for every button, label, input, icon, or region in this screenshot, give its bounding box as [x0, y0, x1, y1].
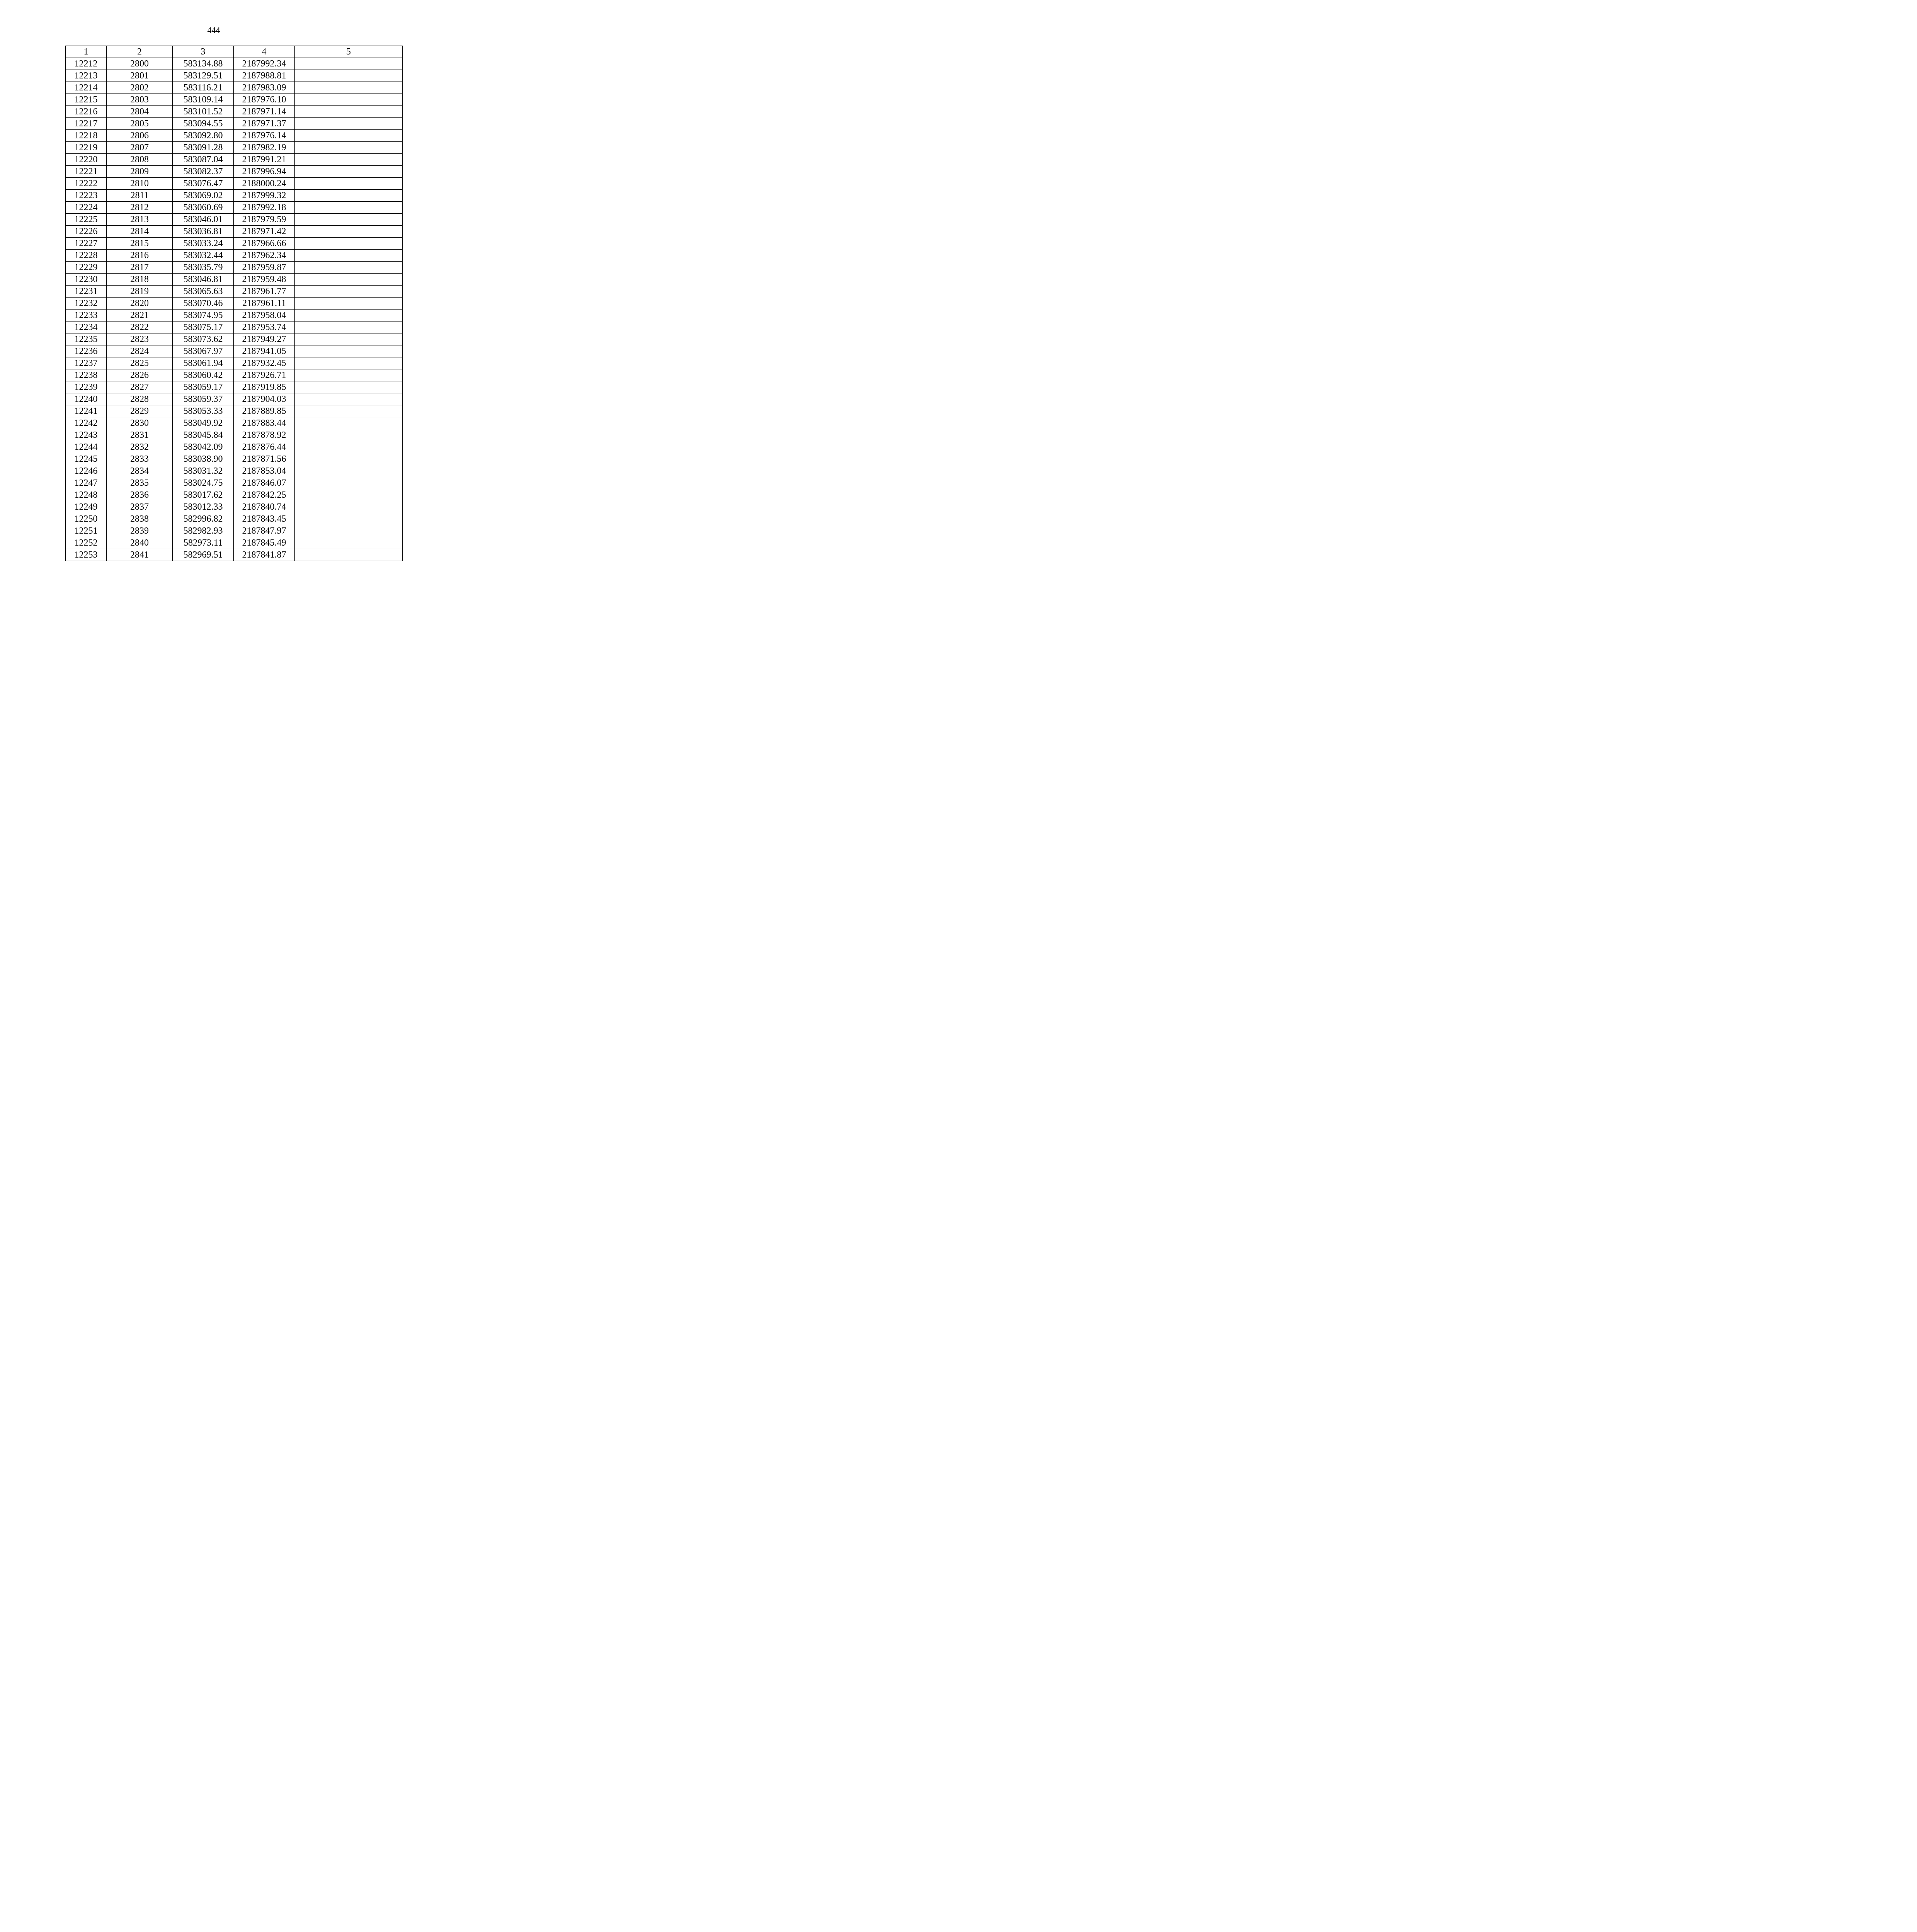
- point-number-cell: 2834: [107, 465, 173, 477]
- point-number-cell: 2809: [107, 166, 173, 178]
- x-coordinate-cell: 583053.33: [173, 405, 234, 417]
- x-coordinate-cell: 583101.52: [173, 106, 234, 118]
- table-row: [66, 142, 403, 154]
- table-row: [66, 441, 403, 453]
- y-coordinate-cell: 2187958.04: [234, 310, 295, 321]
- y-coordinate-cell: 2187971.42: [234, 226, 295, 238]
- note-cell: [295, 298, 403, 310]
- row-number-cell: 12252: [66, 537, 107, 549]
- table-row: [66, 465, 403, 477]
- column-header-3: 3: [173, 46, 234, 58]
- table-row: [66, 310, 403, 321]
- table-row: [66, 154, 403, 166]
- x-coordinate-cell: 583038.90: [173, 453, 234, 465]
- x-coordinate-cell: 583087.04: [173, 154, 234, 166]
- coordinates-table: [65, 46, 403, 561]
- note-cell: [295, 429, 403, 441]
- x-coordinate-cell: 583076.47: [173, 178, 234, 190]
- y-coordinate-cell: 2187919.85: [234, 381, 295, 393]
- y-coordinate-cell: 2187953.74: [234, 321, 295, 333]
- note-cell: [295, 154, 403, 166]
- y-coordinate-cell: 2187853.04: [234, 465, 295, 477]
- row-number-cell: 12231: [66, 286, 107, 298]
- x-coordinate-cell: 583116.21: [173, 82, 234, 94]
- note-cell: [295, 513, 403, 525]
- row-number-cell: 12226: [66, 226, 107, 238]
- x-coordinate-cell: 583075.17: [173, 321, 234, 333]
- table-row: [66, 298, 403, 310]
- table-header-row: [66, 46, 403, 58]
- note-cell: [295, 525, 403, 537]
- x-coordinate-cell: 583045.84: [173, 429, 234, 441]
- note-cell: [295, 321, 403, 333]
- note-cell: [295, 310, 403, 321]
- table-row: [66, 369, 403, 381]
- note-cell: [295, 417, 403, 429]
- note-cell: [295, 465, 403, 477]
- note-cell: [295, 250, 403, 262]
- x-coordinate-cell: 582982.93: [173, 525, 234, 537]
- table-row: [66, 82, 403, 94]
- x-coordinate-cell: 583049.92: [173, 417, 234, 429]
- table-body: [66, 58, 403, 561]
- x-coordinate-cell: 583031.32: [173, 465, 234, 477]
- table-row: [66, 106, 403, 118]
- x-coordinate-cell: 583046.01: [173, 214, 234, 226]
- point-number-cell: 2800: [107, 58, 173, 70]
- point-number-cell: 2813: [107, 214, 173, 226]
- point-number-cell: 2815: [107, 238, 173, 250]
- note-cell: [295, 489, 403, 501]
- row-number-cell: 12221: [66, 166, 107, 178]
- table-row: [66, 58, 403, 70]
- y-coordinate-cell: 2187976.14: [234, 130, 295, 142]
- row-number-cell: 12217: [66, 118, 107, 130]
- y-coordinate-cell: 2187847.97: [234, 525, 295, 537]
- y-coordinate-cell: 2187961.77: [234, 286, 295, 298]
- y-coordinate-cell: 2187996.94: [234, 166, 295, 178]
- note-cell: [295, 345, 403, 357]
- table-row: [66, 190, 403, 202]
- note-cell: [295, 70, 403, 82]
- point-number-cell: 2839: [107, 525, 173, 537]
- row-number-cell: 12219: [66, 142, 107, 154]
- y-coordinate-cell: 2187926.71: [234, 369, 295, 381]
- table-row: [66, 345, 403, 357]
- row-number-cell: 12228: [66, 250, 107, 262]
- point-number-cell: 2823: [107, 333, 173, 345]
- x-coordinate-cell: 583091.28: [173, 142, 234, 154]
- table-row: [66, 393, 403, 405]
- row-number-cell: 12224: [66, 202, 107, 214]
- table-row: [66, 429, 403, 441]
- y-coordinate-cell: 2187962.34: [234, 250, 295, 262]
- row-number-cell: 12247: [66, 477, 107, 489]
- x-coordinate-cell: 583024.75: [173, 477, 234, 489]
- point-number-cell: 2824: [107, 345, 173, 357]
- x-coordinate-cell: 583059.37: [173, 393, 234, 405]
- table-row: [66, 513, 403, 525]
- table-row: [66, 202, 403, 214]
- point-number-cell: 2806: [107, 130, 173, 142]
- row-number-cell: 12232: [66, 298, 107, 310]
- row-number-cell: 12215: [66, 94, 107, 106]
- y-coordinate-cell: 2187843.45: [234, 513, 295, 525]
- note-cell: [295, 333, 403, 345]
- table-row: [66, 549, 403, 561]
- row-number-cell: 12213: [66, 70, 107, 82]
- x-coordinate-cell: 582996.82: [173, 513, 234, 525]
- row-number-cell: 12229: [66, 262, 107, 274]
- row-number-cell: 12225: [66, 214, 107, 226]
- table-row: [66, 94, 403, 106]
- x-coordinate-cell: 583012.33: [173, 501, 234, 513]
- x-coordinate-cell: 583042.09: [173, 441, 234, 453]
- row-number-cell: 12237: [66, 357, 107, 369]
- note-cell: [295, 214, 403, 226]
- note-cell: [295, 130, 403, 142]
- row-number-cell: 12240: [66, 393, 107, 405]
- x-coordinate-cell: 583109.14: [173, 94, 234, 106]
- point-number-cell: 2812: [107, 202, 173, 214]
- x-coordinate-cell: 583065.63: [173, 286, 234, 298]
- point-number-cell: 2841: [107, 549, 173, 561]
- x-coordinate-cell: 583067.97: [173, 345, 234, 357]
- note-cell: [295, 238, 403, 250]
- row-number-cell: 12238: [66, 369, 107, 381]
- note-cell: [295, 393, 403, 405]
- x-coordinate-cell: 583061.94: [173, 357, 234, 369]
- table-row: [66, 70, 403, 82]
- row-number-cell: 12212: [66, 58, 107, 70]
- table-row: [66, 250, 403, 262]
- x-coordinate-cell: 583073.62: [173, 333, 234, 345]
- y-coordinate-cell: 2188000.24: [234, 178, 295, 190]
- page-number: 444: [207, 25, 220, 35]
- row-number-cell: 12250: [66, 513, 107, 525]
- table-row: [66, 321, 403, 333]
- x-coordinate-cell: 583046.81: [173, 274, 234, 286]
- row-number-cell: 12234: [66, 321, 107, 333]
- column-header-2: 2: [107, 46, 173, 58]
- x-coordinate-cell: 583092.80: [173, 130, 234, 142]
- x-coordinate-cell: 583059.17: [173, 381, 234, 393]
- y-coordinate-cell: 2187840.74: [234, 501, 295, 513]
- x-coordinate-cell: 583033.24: [173, 238, 234, 250]
- note-cell: [295, 190, 403, 202]
- row-number-cell: 12243: [66, 429, 107, 441]
- y-coordinate-cell: 2187842.25: [234, 489, 295, 501]
- x-coordinate-cell: 583032.44: [173, 250, 234, 262]
- table-row: [66, 286, 403, 298]
- table-row: [66, 525, 403, 537]
- y-coordinate-cell: 2187959.87: [234, 262, 295, 274]
- y-coordinate-cell: 2187889.85: [234, 405, 295, 417]
- row-number-cell: 12236: [66, 345, 107, 357]
- note-cell: [295, 537, 403, 549]
- point-number-cell: 2833: [107, 453, 173, 465]
- row-number-cell: 12235: [66, 333, 107, 345]
- y-coordinate-cell: 2187871.56: [234, 453, 295, 465]
- table-row: [66, 130, 403, 142]
- point-number-cell: 2817: [107, 262, 173, 274]
- y-coordinate-cell: 2187983.09: [234, 82, 295, 94]
- y-coordinate-cell: 2187841.87: [234, 549, 295, 561]
- note-cell: [295, 118, 403, 130]
- point-number-cell: 2826: [107, 369, 173, 381]
- row-number-cell: 12246: [66, 465, 107, 477]
- point-number-cell: 2825: [107, 357, 173, 369]
- note-cell: [295, 369, 403, 381]
- row-number-cell: 12249: [66, 501, 107, 513]
- note-cell: [295, 286, 403, 298]
- note-cell: [295, 357, 403, 369]
- x-coordinate-cell: 583017.62: [173, 489, 234, 501]
- y-coordinate-cell: 2187961.11: [234, 298, 295, 310]
- note-cell: [295, 106, 403, 118]
- table-row: [66, 477, 403, 489]
- y-coordinate-cell: 2187932.45: [234, 357, 295, 369]
- y-coordinate-cell: 2187991.21: [234, 154, 295, 166]
- row-number-cell: 12218: [66, 130, 107, 142]
- row-number-cell: 12233: [66, 310, 107, 321]
- point-number-cell: 2814: [107, 226, 173, 238]
- row-number-cell: 12248: [66, 489, 107, 501]
- point-number-cell: 2804: [107, 106, 173, 118]
- note-cell: [295, 549, 403, 561]
- point-number-cell: 2822: [107, 321, 173, 333]
- x-coordinate-cell: 583082.37: [173, 166, 234, 178]
- note-cell: [295, 405, 403, 417]
- table-row: [66, 214, 403, 226]
- y-coordinate-cell: 2187941.05: [234, 345, 295, 357]
- x-coordinate-cell: 583060.69: [173, 202, 234, 214]
- y-coordinate-cell: 2187904.03: [234, 393, 295, 405]
- row-number-cell: 12239: [66, 381, 107, 393]
- note-cell: [295, 58, 403, 70]
- note-cell: [295, 501, 403, 513]
- point-number-cell: 2821: [107, 310, 173, 321]
- y-coordinate-cell: 2187883.44: [234, 417, 295, 429]
- y-coordinate-cell: 2187966.66: [234, 238, 295, 250]
- point-number-cell: 2807: [107, 142, 173, 154]
- row-number-cell: 12253: [66, 549, 107, 561]
- y-coordinate-cell: 2187846.07: [234, 477, 295, 489]
- note-cell: [295, 82, 403, 94]
- y-coordinate-cell: 2187949.27: [234, 333, 295, 345]
- y-coordinate-cell: 2187971.37: [234, 118, 295, 130]
- x-coordinate-cell: 582973.11: [173, 537, 234, 549]
- table-row: [66, 238, 403, 250]
- y-coordinate-cell: 2187988.81: [234, 70, 295, 82]
- note-cell: [295, 477, 403, 489]
- x-coordinate-cell: 583036.81: [173, 226, 234, 238]
- point-number-cell: 2836: [107, 489, 173, 501]
- point-number-cell: 2830: [107, 417, 173, 429]
- point-number-cell: 2811: [107, 190, 173, 202]
- y-coordinate-cell: 2187992.34: [234, 58, 295, 70]
- table-row: [66, 357, 403, 369]
- table-row: [66, 166, 403, 178]
- point-number-cell: 2838: [107, 513, 173, 525]
- note-cell: [295, 453, 403, 465]
- point-number-cell: 2808: [107, 154, 173, 166]
- table-row: [66, 405, 403, 417]
- point-number-cell: 2827: [107, 381, 173, 393]
- point-number-cell: 2816: [107, 250, 173, 262]
- table-row: [66, 226, 403, 238]
- row-number-cell: 12223: [66, 190, 107, 202]
- table-row: [66, 274, 403, 286]
- x-coordinate-cell: 583070.46: [173, 298, 234, 310]
- x-coordinate-cell: 583060.42: [173, 369, 234, 381]
- point-number-cell: 2820: [107, 298, 173, 310]
- table-row: [66, 537, 403, 549]
- y-coordinate-cell: 2187959.48: [234, 274, 295, 286]
- table-row: [66, 118, 403, 130]
- y-coordinate-cell: 2187999.32: [234, 190, 295, 202]
- row-number-cell: 12245: [66, 453, 107, 465]
- note-cell: [295, 441, 403, 453]
- row-number-cell: 12230: [66, 274, 107, 286]
- point-number-cell: 2835: [107, 477, 173, 489]
- point-number-cell: 2831: [107, 429, 173, 441]
- note-cell: [295, 202, 403, 214]
- table-row: [66, 381, 403, 393]
- note-cell: [295, 178, 403, 190]
- x-coordinate-cell: 583134.88: [173, 58, 234, 70]
- point-number-cell: 2810: [107, 178, 173, 190]
- point-number-cell: 2840: [107, 537, 173, 549]
- row-number-cell: 12244: [66, 441, 107, 453]
- note-cell: [295, 274, 403, 286]
- y-coordinate-cell: 2187876.44: [234, 441, 295, 453]
- x-coordinate-cell: 583069.02: [173, 190, 234, 202]
- table-row: [66, 262, 403, 274]
- x-coordinate-cell: 583074.95: [173, 310, 234, 321]
- y-coordinate-cell: 2187845.49: [234, 537, 295, 549]
- point-number-cell: 2801: [107, 70, 173, 82]
- row-number-cell: 12242: [66, 417, 107, 429]
- y-coordinate-cell: 2187976.10: [234, 94, 295, 106]
- row-number-cell: 12251: [66, 525, 107, 537]
- table-row: [66, 453, 403, 465]
- table-row: [66, 178, 403, 190]
- note-cell: [295, 94, 403, 106]
- x-coordinate-cell: 583129.51: [173, 70, 234, 82]
- point-number-cell: 2832: [107, 441, 173, 453]
- point-number-cell: 2802: [107, 82, 173, 94]
- y-coordinate-cell: 2187992.18: [234, 202, 295, 214]
- point-number-cell: 2803: [107, 94, 173, 106]
- table-row: [66, 333, 403, 345]
- y-coordinate-cell: 2187979.59: [234, 214, 295, 226]
- point-number-cell: 2837: [107, 501, 173, 513]
- row-number-cell: 12222: [66, 178, 107, 190]
- note-cell: [295, 166, 403, 178]
- point-number-cell: 2819: [107, 286, 173, 298]
- note-cell: [295, 226, 403, 238]
- row-number-cell: 12241: [66, 405, 107, 417]
- table-row: [66, 489, 403, 501]
- x-coordinate-cell: 583094.55: [173, 118, 234, 130]
- row-number-cell: 12216: [66, 106, 107, 118]
- note-cell: [295, 381, 403, 393]
- column-header-1: 1: [66, 46, 107, 58]
- y-coordinate-cell: 2187971.14: [234, 106, 295, 118]
- point-number-cell: 2818: [107, 274, 173, 286]
- table-row: [66, 417, 403, 429]
- note-cell: [295, 262, 403, 274]
- x-coordinate-cell: 583035.79: [173, 262, 234, 274]
- y-coordinate-cell: 2187878.92: [234, 429, 295, 441]
- point-number-cell: 2805: [107, 118, 173, 130]
- row-number-cell: 12220: [66, 154, 107, 166]
- note-cell: [295, 142, 403, 154]
- point-number-cell: 2828: [107, 393, 173, 405]
- point-number-cell: 2829: [107, 405, 173, 417]
- column-header-4: 4: [234, 46, 295, 58]
- table-row: [66, 501, 403, 513]
- row-number-cell: 12214: [66, 82, 107, 94]
- y-coordinate-cell: 2187982.19: [234, 142, 295, 154]
- row-number-cell: 12227: [66, 238, 107, 250]
- x-coordinate-cell: 582969.51: [173, 549, 234, 561]
- column-header-5: 5: [295, 46, 403, 58]
